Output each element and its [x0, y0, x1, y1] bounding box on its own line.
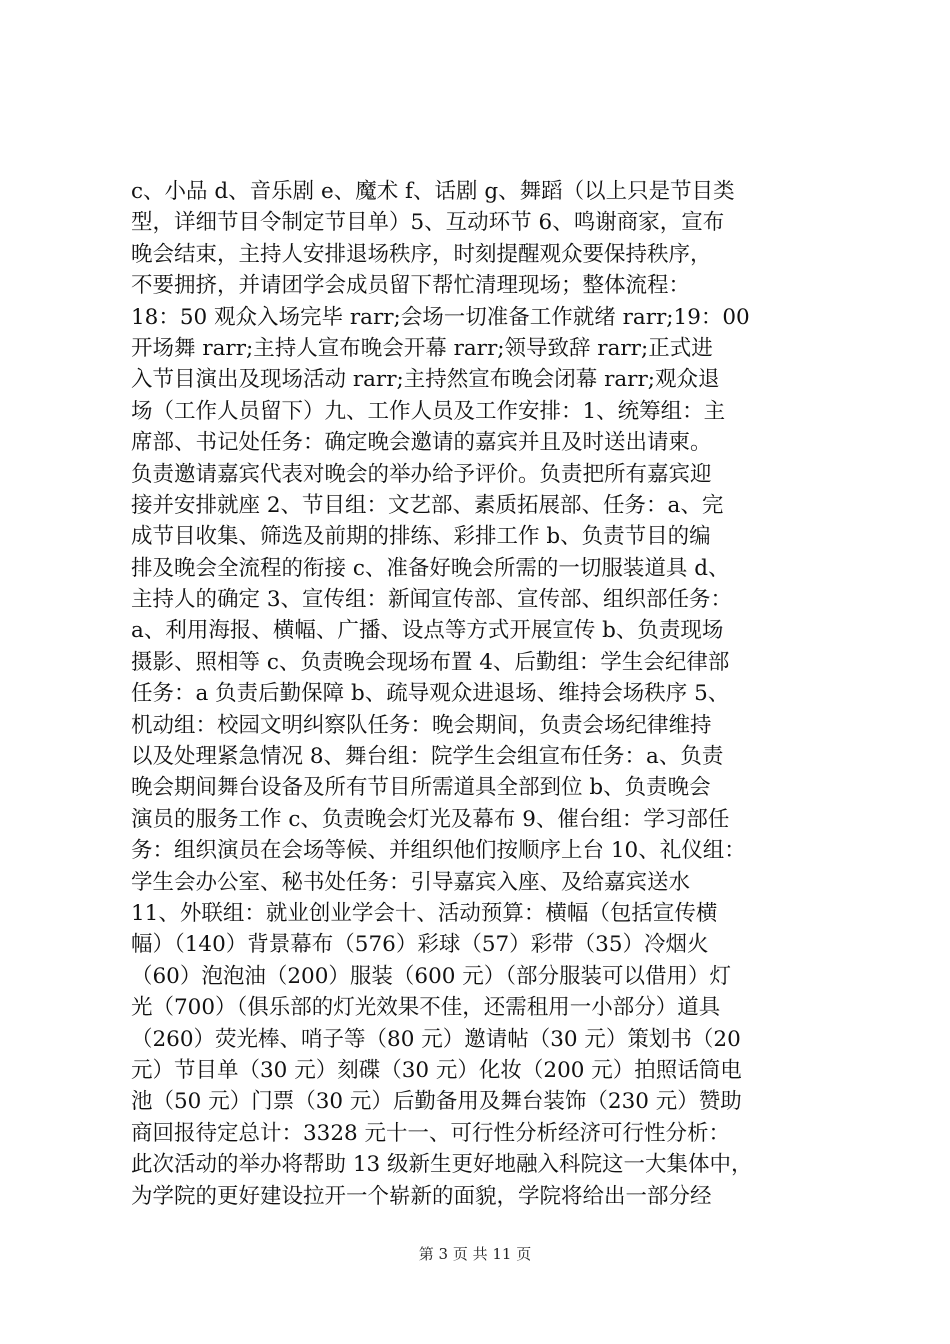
text-line: a、利用海报、横幅、广播、设点等方式开展宣传 b、负责现场: [131, 618, 724, 644]
text-line: 演员的服务工作 c、负责晚会灯光及幕布 9、催台组：学习部任: [131, 806, 730, 832]
text-line: 接并安排就座 2、节目组：文艺部、素质拓展部、任务：a、完: [131, 492, 724, 518]
text-line: 席部、书记处任务：确定晚会邀请的嘉宾并且及时送出请柬。: [131, 430, 712, 456]
text-line: 此次活动的举办将帮助 13 级新生更好地融入科院这一大集体中，: [131, 1152, 753, 1178]
text-line: （60）泡泡油（200）服装（600 元）（部分服装可以借用）灯: [131, 963, 732, 989]
text-line: 为学院的更好建设拉开一个崭新的面貌，学院将给出一部分经: [131, 1183, 712, 1209]
text-line: 务：组织演员在会场等候、并组织他们按顺序上台 10、礼仪组：: [131, 838, 746, 864]
text-line: c、小品 d、音乐剧 e、魔术 f、话剧 g、舞蹈（以上只是节目类: [131, 179, 735, 204]
text-line: 任务：a 负责后勤保障 b、疏导观众进退场、维持会场秩序 5、: [131, 681, 730, 707]
text-line: 场（工作人员留下）九、工作人员及工作安排：1、统筹组：主: [131, 398, 726, 424]
text-line: 排及晚会全流程的衔接 c、准备好晚会所需的一切服装道具 d、: [131, 555, 730, 581]
text-line: 11、外联组：就业创业学会十、活动预算：横幅（包括宣传横: [131, 900, 718, 926]
text-line: 18：50 观众入场完毕 rarr;会场一切准备工作就绪 rarr;19：00: [131, 304, 750, 330]
page-footer: 第 3 页 共 11 页: [418, 1245, 532, 1263]
text-line: 光（700）（俱乐部的灯光效果不佳，还需租用一小部分）道具: [131, 995, 721, 1021]
text-line: 不要拥挤，并请团学会成员留下帮忙清理现场；整体流程：: [131, 273, 691, 299]
text-line: 幅）（140）背景幕布（576）彩球（57）彩带（35）冷烟火: [131, 932, 709, 958]
text-line: 晚会期间舞台设备及所有节目所需道具全部到位 b、负责晚会: [131, 775, 711, 801]
text-line: 晚会结束，主持人安排退场秩序，时刻提醒观众要保持秩序，: [131, 241, 712, 267]
text-line: 入节目演出及现场活动 rarr;主持然宣布晚会闭幕 rarr;观众退: [131, 367, 720, 393]
text-line: 元）节目单（30 元）刻碟（30 元）化妆（200 元）拍照话筒电: [131, 1057, 742, 1083]
text-line: （260）荧光棒、哨子等（80 元）邀请帖（30 元）策划书（20: [131, 1026, 741, 1052]
text-line: 商回报待定总计：3328 元十一、可行性分析经济可行性分析：: [131, 1120, 731, 1146]
text-line: 学生会办公室、秘书处任务：引导嘉宾入座、及给嘉宾送水: [131, 869, 691, 895]
text-line: 负责邀请嘉宾代表对晚会的举办给予评价。负责把所有嘉宾迎: [131, 461, 712, 487]
text-line: 主持人的确定 3、宣传组：新闻宣传部、宣传部、组织部任务：: [131, 587, 733, 613]
text-line: 机动组：校园文明纠察队任务：晚会期间，负责会场纪律维持: [131, 712, 712, 738]
text-line: 摄影、照相等 c、负责晚会现场布置 4、后勤组：学生会纪律部: [131, 649, 730, 675]
text-line: 型，详细节目令制定节目单）5、互动环节 6、鸣谢商家，宣布: [131, 210, 725, 236]
text-line: 以及处理紧急情况 8、舞台组：院学生会组宣布任务：a、负责: [131, 744, 724, 770]
body-text: [131, 176, 831, 1212]
text-line: 成节目收集、筛选及前期的排练、彩排工作 b、负责节目的编: [131, 524, 711, 550]
text-line: 池（50 元）门票（30 元）后勤备用及舞台装饰（230 元）赞助: [131, 1089, 742, 1115]
text-line: 开场舞 rarr;主持人宣布晚会开幕 rarr;领导致辞 rarr;正式进: [131, 335, 713, 361]
